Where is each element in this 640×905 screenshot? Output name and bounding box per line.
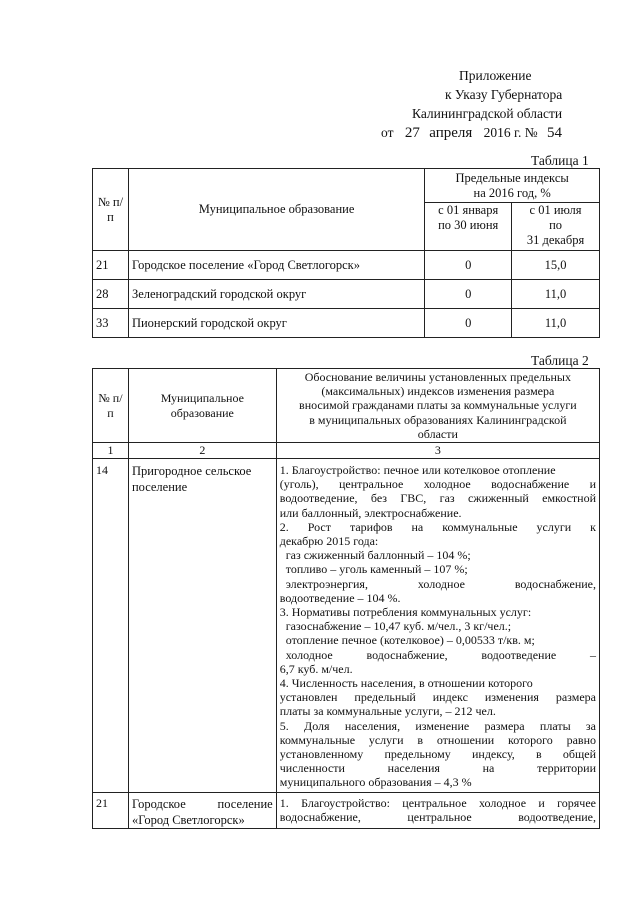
justification-line: 2. Рост тарифов на коммунальные услуги к xyxy=(279,519,596,534)
row-no: 14 xyxy=(93,459,129,793)
date-year: 2016 г. № xyxy=(483,125,538,140)
justification-line: 4. Численность населения, в отношении которого xyxy=(279,676,533,691)
table1 xyxy=(92,168,600,338)
justification-line: 1. Благоустройство: центральное холодное и горячее xyxy=(279,795,596,810)
justification-line: (уголь), центральное холодное водоснабжение и xyxy=(279,477,596,492)
justification-line: водоотведение – 104 %. xyxy=(279,590,401,605)
date-day: 27 xyxy=(404,125,420,141)
justification-line: 5. Доля населения, изменение размера платы за xyxy=(279,718,596,733)
row-name: Городское поселение «Город Светлогорск» xyxy=(128,251,424,280)
row-period1: 0 xyxy=(425,280,512,309)
row-period2: 11,0 xyxy=(512,309,600,338)
row-name: Пионерский городской округ xyxy=(128,309,424,338)
row-name: Городское поселение «Город Светлогорск» xyxy=(128,792,276,828)
table2-caption: Таблица 2 xyxy=(531,353,589,368)
column-number-1: 1 xyxy=(93,443,129,459)
justification-line: муниципального образования – 4,3 % xyxy=(279,775,472,790)
table1-header-period2: с 01 июля по 31 декабря xyxy=(512,203,600,251)
justification-line: 3. Нормативы потребления коммунальных услуг: xyxy=(279,605,532,620)
justification-line: водоотведение, без ГВС, газ сжиженный емкостной xyxy=(279,491,596,506)
table2-header-no: № п/п xyxy=(93,369,129,443)
table2 xyxy=(92,368,600,829)
row-justification xyxy=(276,459,599,793)
justification-line: топливо – уголь каменный – 107 %; xyxy=(285,562,468,577)
justification-line: установлен предельный индекс изменения размера xyxy=(279,690,596,705)
justification-line: электроэнергия, холодное водоснабжение, xyxy=(285,576,596,591)
appendix-header xyxy=(0,66,640,146)
table2-header-mo: Муниципальное образование xyxy=(128,369,276,443)
column-number-2: 2 xyxy=(128,443,276,459)
row-justification xyxy=(276,792,599,828)
row-no: 21 xyxy=(93,251,129,280)
row-period2: 11,0 xyxy=(512,280,600,309)
table-row xyxy=(93,309,600,338)
row-period2: 15,0 xyxy=(512,251,600,280)
table1-header-mo: Муниципальное образование xyxy=(128,169,424,251)
date-prefix: от xyxy=(381,125,394,140)
justification-line: или баллонный, электроснабжение. xyxy=(279,505,462,520)
row-no: 33 xyxy=(93,309,129,338)
justification-line: коммунальные услуги в отношении которого равно xyxy=(279,732,596,747)
header-line-appendix: Приложение xyxy=(459,68,532,83)
justification-line: газоснабжение – 10,47 куб. м/чел., 3 кг/чел.; xyxy=(285,619,512,634)
table-row xyxy=(93,280,600,309)
row-name: Пригородное сельское поселение xyxy=(128,459,276,793)
table1-caption: Таблица 1 xyxy=(531,153,589,168)
column-number-3: 3 xyxy=(276,443,599,459)
justification-line: платы за коммунальные услуги, – 212 чел. xyxy=(279,704,496,719)
justification-line: газ сжиженный баллонный – 104 %; xyxy=(285,548,471,563)
table-row xyxy=(93,459,600,793)
row-period1: 0 xyxy=(425,309,512,338)
header-line-decree: к Указу Губернатора xyxy=(445,87,563,102)
justification-line: 1. Благоустройство: печное или котелковое отопление xyxy=(279,463,556,477)
justification-line: холодное водоснабжение, водоотведение – xyxy=(285,647,596,662)
justification-line: отопление печное (котелковое) – 0,00533 т/кв. м; xyxy=(285,633,535,648)
table1-header-no: № п/п xyxy=(93,169,129,251)
table-row xyxy=(93,251,600,280)
row-no: 21 xyxy=(93,792,129,828)
justification-line: установленному предельному индексу, в общей xyxy=(279,747,596,762)
justification-line: декабрю 2015 года: xyxy=(279,534,379,549)
table1-header-period1: с 01 января по 30 июня xyxy=(425,203,512,251)
row-period1: 0 xyxy=(425,251,512,280)
date-month: апреля xyxy=(429,125,473,141)
justification-line: водоснабжение, центральное водоотведение, xyxy=(279,809,596,824)
justification-line: численности населения на территории xyxy=(279,761,596,776)
justification-line: 6,7 куб. м/чел. xyxy=(279,661,353,676)
header-line-date xyxy=(381,123,562,143)
table2-header-justification: Обоснование величины установленных предельных (максимальных) индексов изменения размера вносимой гражданами платы за коммунальные услуги в муниципальных образованиях Калининградской области xyxy=(276,369,599,443)
row-name: Зеленоградский городской округ xyxy=(128,280,424,309)
table-row xyxy=(93,792,600,828)
header-line-region: Калининградской области xyxy=(412,106,563,121)
row-no: 28 xyxy=(93,280,129,309)
table1-header-indexes: Предельные индексы на 2016 год, % xyxy=(425,169,600,203)
date-number: 54 xyxy=(547,125,563,141)
